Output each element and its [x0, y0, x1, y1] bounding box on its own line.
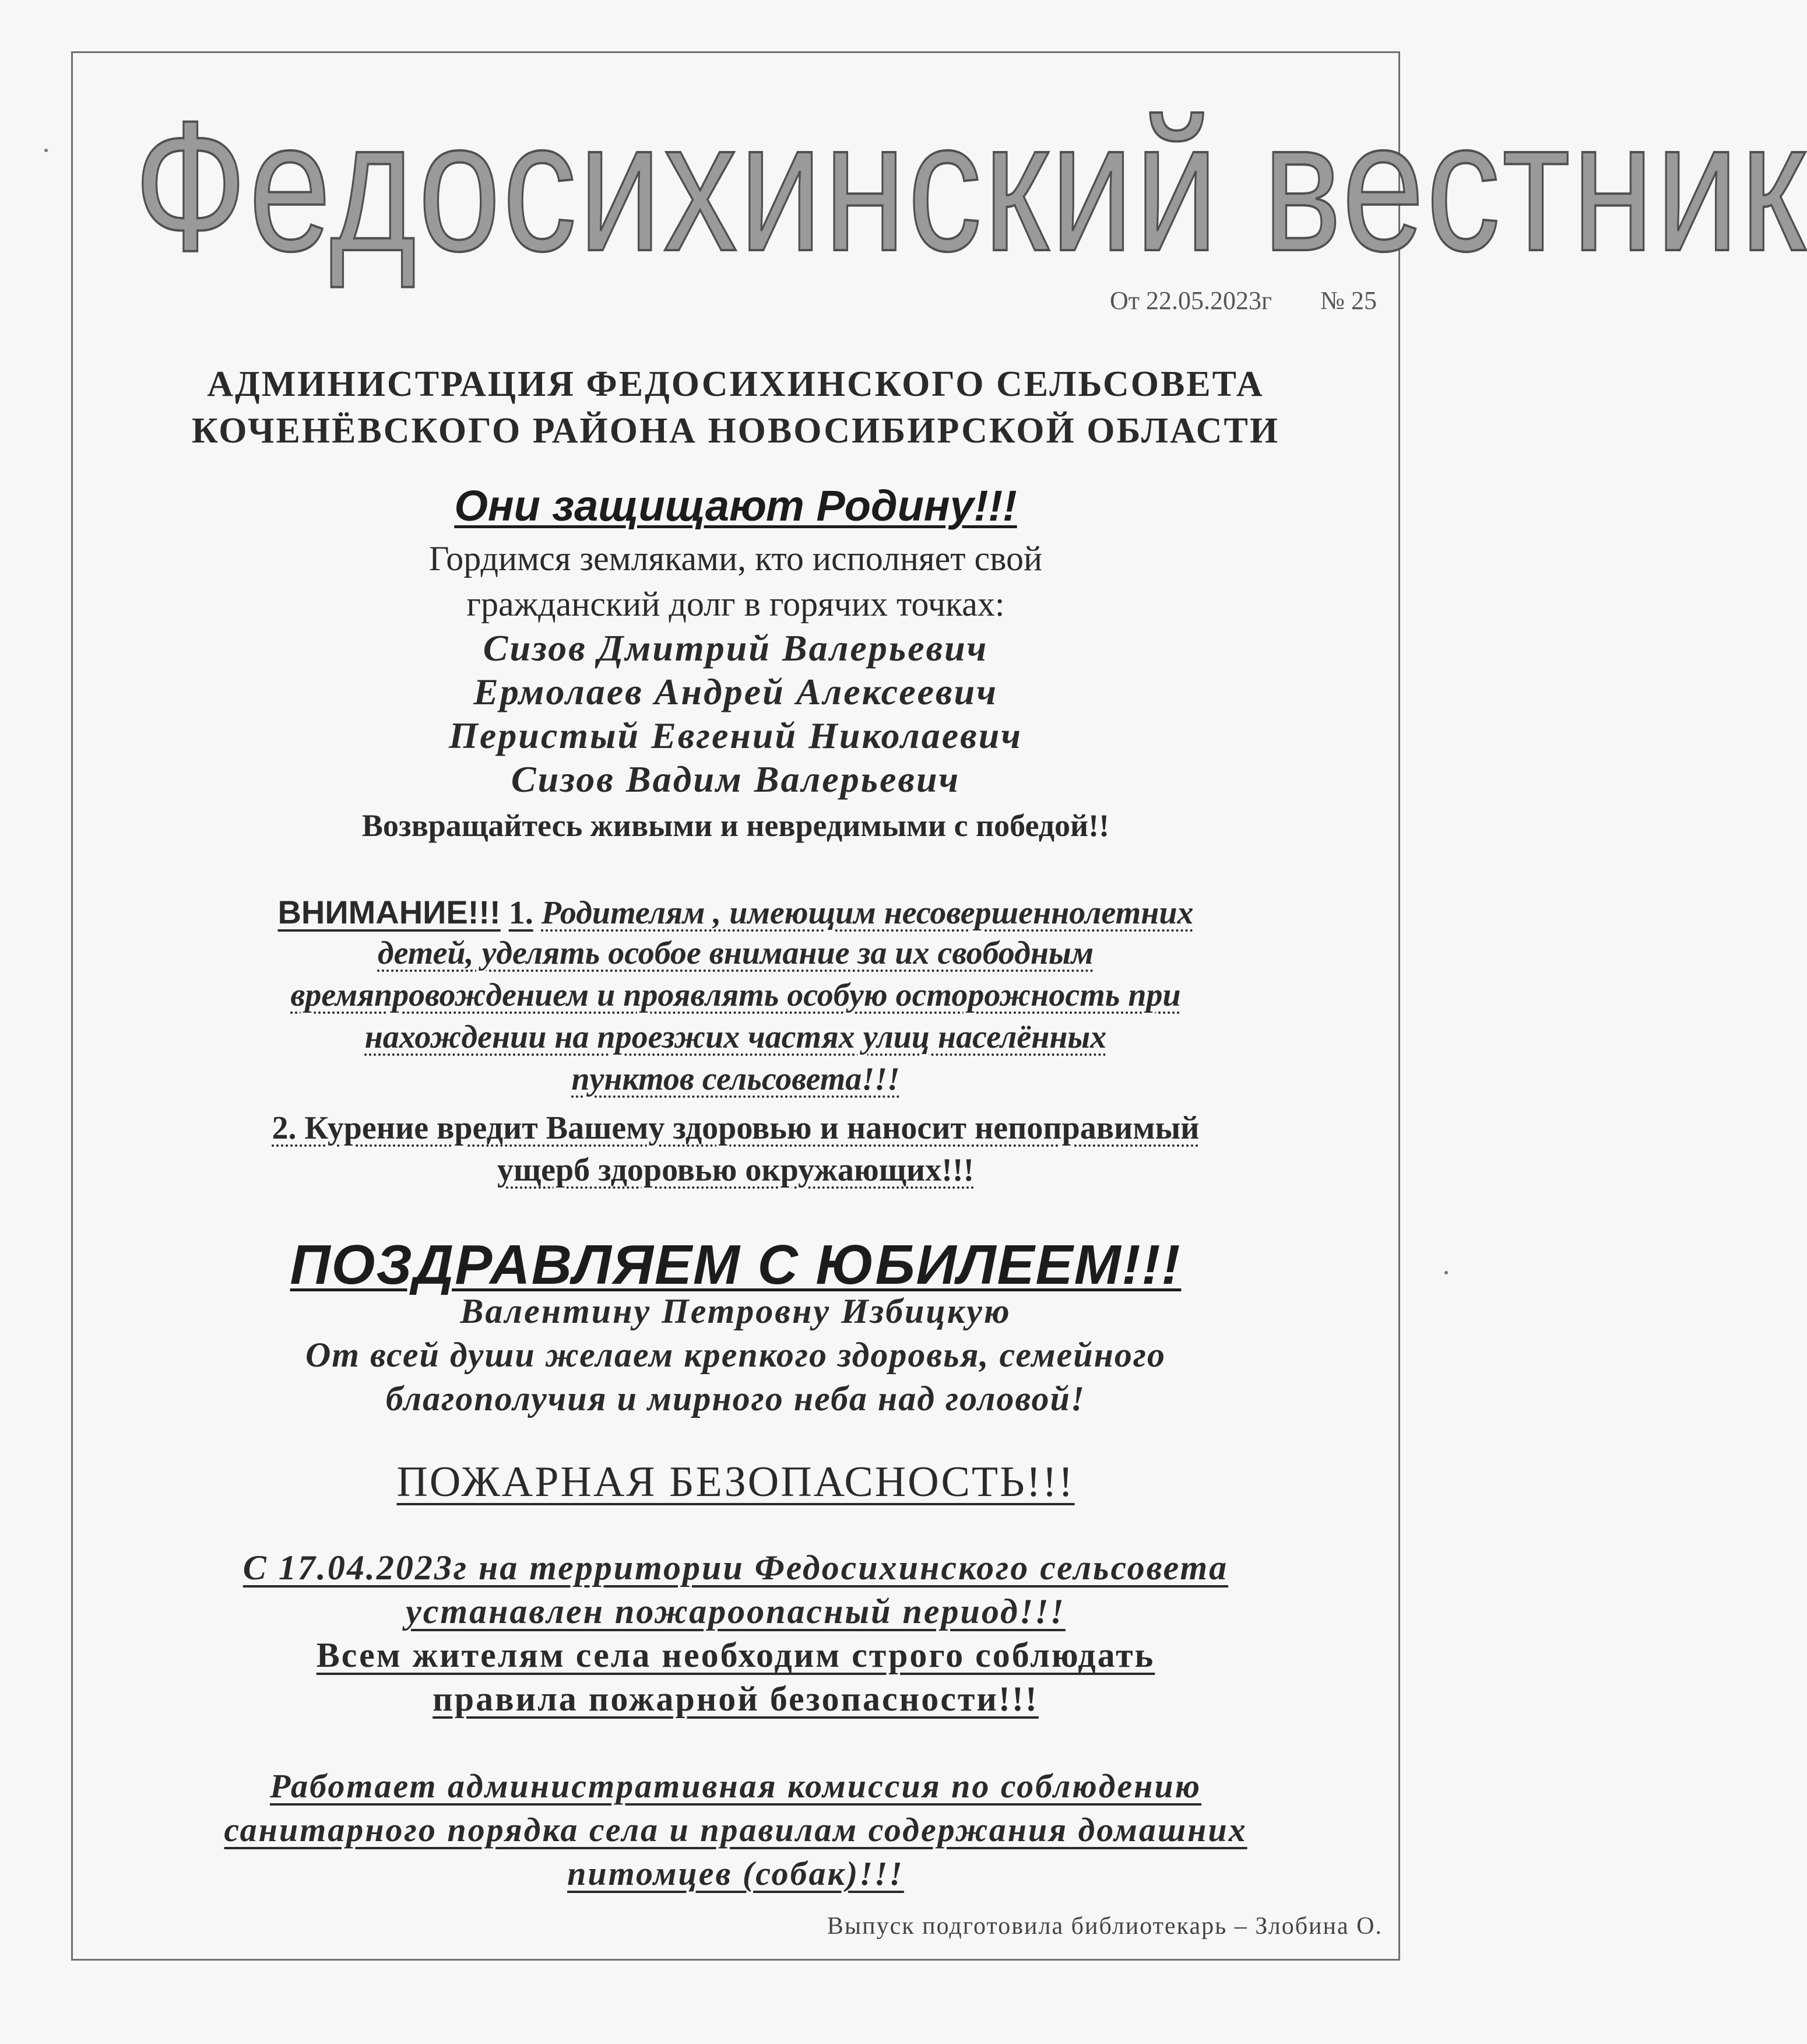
attention-label: ВНИМАНИЕ!!! [277, 894, 501, 930]
organization-line-1: АДМИНИСТРАЦИЯ ФЕДОСИХИНСКОГО СЕЛЬСОВЕТА [207, 364, 1264, 404]
jubilee-name: Валентину Петровну Избицкую [460, 1292, 1011, 1330]
attention-line-6 [71, 1108, 1400, 1149]
issue-number: № 25 [1320, 286, 1377, 315]
attention-line-1 [71, 892, 1400, 933]
attention-line-5 [71, 1059, 1400, 1100]
fire-safety-line-3: Всем жителям села необходим строго соблюдать [316, 1636, 1155, 1674]
issue-info [1110, 286, 1377, 315]
attention-item-1-text: нахождении на проезжих частях улиц населённых [364, 1019, 1107, 1055]
attention-item-2-text: ущерб здоровью окружающих!!! [497, 1152, 975, 1188]
jubilee-heading: ПОЗДРАВЛЯЕМ С ЮБИЛЕЕМ!!! [290, 1234, 1182, 1296]
attention-item-1-text: пунктов сельсовета!!! [571, 1061, 900, 1097]
commission-line-3: питомцев (собак)!!! [567, 1855, 904, 1892]
attention-line-4 [71, 1017, 1400, 1058]
newsletter-masthead: Федосихинский вестник [134, 83, 1807, 290]
attention-line-2 [71, 933, 1400, 974]
defender-name: Сизов Дмитрий Валерьевич [483, 627, 989, 669]
attention-item-1-text: детей, уделять особое внимание за их свободным [377, 935, 1094, 971]
attention-item-2-text: 2. Курение вредит Вашему здоровью и наносит непоправимый [272, 1110, 1200, 1146]
defender-name: Перистый Евгений Николаевич [449, 715, 1022, 756]
commission-line-1: Работает административная комиссия по соблюдению [269, 1767, 1202, 1805]
fire-safety-line-1: С 17.04.2023г на территории Федосихинского сельсовета [242, 1548, 1229, 1587]
attention-line-7 [71, 1150, 1400, 1190]
scan-speck [44, 149, 48, 152]
commission-line-2: санитарного порядка села и правилам содержания домашних [224, 1811, 1247, 1849]
attention-item-1-text: времяпровождением и проявлять особую осторожность при [290, 977, 1181, 1013]
defenders-closing: Возвращайтесь живыми и невредимыми с победой!! [361, 808, 1110, 843]
organization-line-2: КОЧЕНЁВСКОГО РАЙОНА НОВОСИБИРСКОЙ ОБЛАСТИ [191, 411, 1280, 451]
issue-date: От 22.05.2023г [1109, 286, 1272, 315]
jubilee-wish-2: благополучия и мирного неба над головой! [385, 1379, 1086, 1418]
fire-safety-line-4: правила пожарной безопасности!!! [433, 1680, 1039, 1718]
fire-safety-heading: ПОЖАРНАЯ БЕЗОПАСНОСТЬ!!! [396, 1458, 1075, 1506]
defenders-intro-2: гражданский долг в горячих точках: [466, 585, 1005, 623]
jubilee-wish-1: От всей души желаем крепкого здоровья, семейного [305, 1336, 1166, 1374]
issue-credits: Выпуск подготовила библиотекарь – Злобина О. [827, 1913, 1383, 1940]
attention-item-1-number: 1. [508, 895, 533, 931]
attention-item-1-text: Родителям , имеющим несовершеннолетних [541, 895, 1194, 931]
fire-safety-line-2: устанавлен пожароопасный период!!! [406, 1592, 1066, 1631]
defender-name: Сизов Вадим Валерьевич [511, 758, 961, 800]
scan-speck [1444, 1271, 1448, 1274]
attention-line-3 [71, 975, 1400, 1016]
defenders-intro-1: Гордимся земляками, кто исполняет свой [428, 539, 1043, 578]
defender-name: Ермолаев Андрей Алексеевич [473, 671, 998, 712]
defenders-heading: Они защищают Родину!!! [454, 482, 1017, 530]
